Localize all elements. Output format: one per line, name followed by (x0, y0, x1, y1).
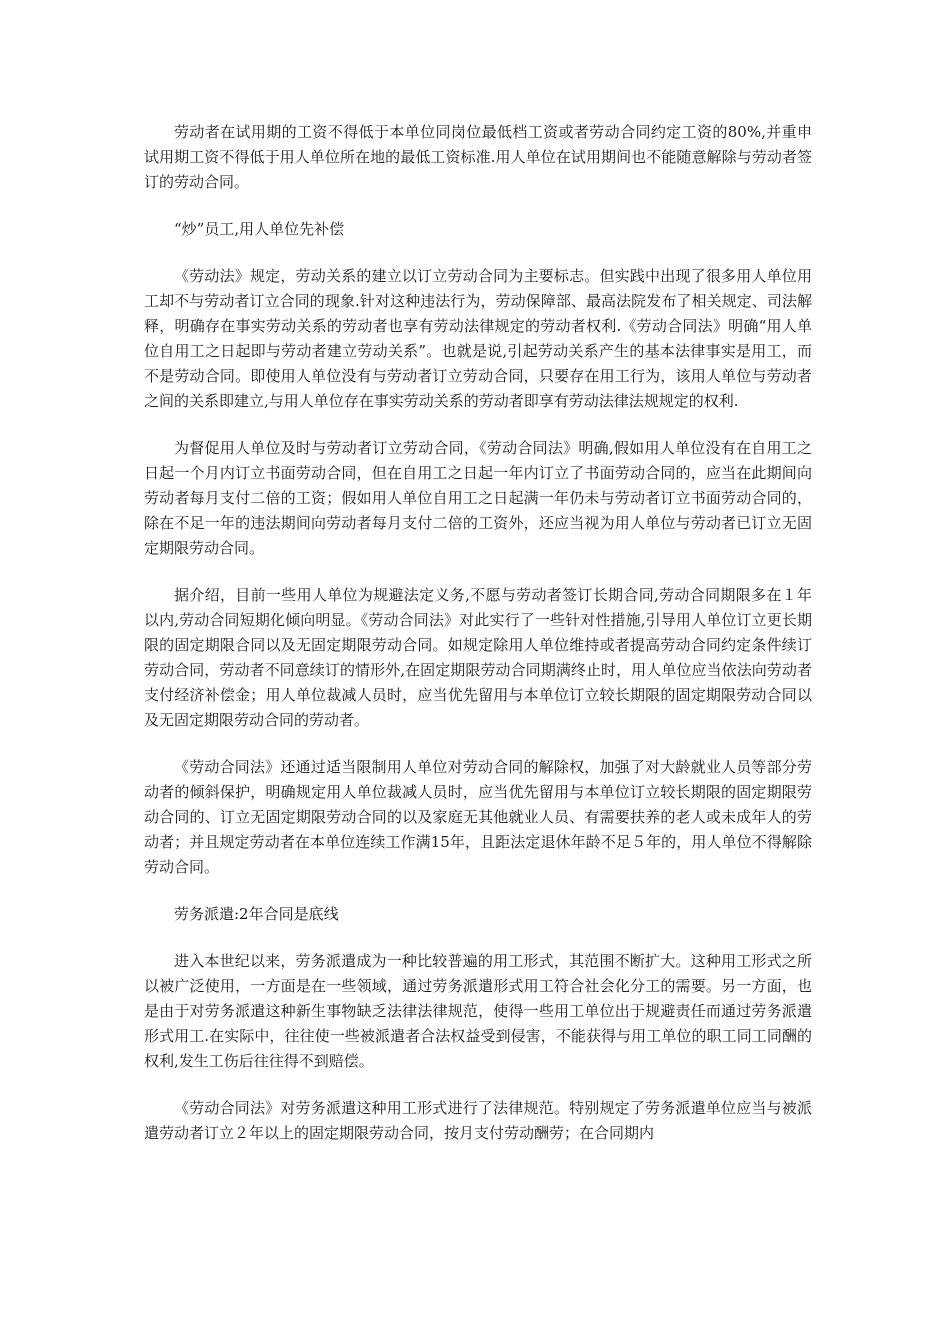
paragraph-double-wage: 为督促用人单位及时与劳动者订立劳动合同，《劳动合同法》明确,假如用人单位没有在自用工之日起一个月内订立书面劳动合同，但在自用工之日起一年内订立了书面劳动合同的，应当在此期间向劳动者每月支付二倍的工资；假如用人单位自用工之日起满一年仍未与劳动者订立书面劳动合同的，除在不足一年的违法期间向劳动者每月支付二倍的工资外，还应当视为用人单位与劳动者已订立无固定期限劳动合同。 (144, 439, 812, 557)
paragraph-probation-wage: 劳动者在试用期的工资不得低于本单位同岗位最低档工资或者劳动合同约定工资的80%,并重申试用期工资不得低于用人单位所在地的最低工资标准.用人单位在试用期间也不能随意解除与劳动者签订的劳动合同。 (144, 123, 812, 191)
paragraph-dispatch-background: 进入本世纪以来，劳务派遣成为一种比较普遍的用工形式，其范围不断扩大。这种用工形式之所以被广泛使用，一方面是在一些领域，通过劳务派遣形式用工符合社会化分工的需要。另一方面，也是由于对劳务派遣这种新生事物缺乏法律法律规范，使得一些用工单位出于规避责任而通过劳务派遣形式用工.在实际中，往往使一些被派遣者合法权益受到侵害，不能获得与用工单位的职工同工同酬的权利,发生工伤后往往得不到赔偿。 (144, 952, 812, 1070)
section-heading-labor-dispatch: 劳务派遣:2年合同是底线 (174, 905, 339, 923)
document-body (144, 120, 812, 1168)
paragraph-contract-term: 据介绍，目前一些用人单位为规避法定义务,不愿与劳动者签订长期合同,劳动合同期限多在１年以内,劳动合同短期化倾向明显。《劳动合同法》对此实行了一些针对性措施,引导用人单位订立更长期限的固定期限合同以及无固定期限劳动合同。如规定除用人单位维持或者提高劳动合同约定条件续订劳动合同，劳动者不同意续订的情形外,在固定期限劳动合同期满终止时，用人单位应当依法向劳动者支付经济补偿金；用人单位裁减人员时，应当优先留用与本单位订立较长期限的固定期限劳动合同以及无固定期限劳动合同的劳动者。 (144, 586, 812, 729)
section-heading-dismissal-compensation: “炒”员工,用人单位先补偿 (174, 220, 345, 238)
paragraph-termination-restriction: 《劳动合同法》还通过适当限制用人单位对劳动合同的解除权，加强了对大龄就业人员等部分劳动者的倾斜保护，明确规定用人单位裁减人员时，应当优先留用与本单位订立较长期限的固定期限劳动合同的、订立无固定期限劳动合同的以及家庭无其他就业人员、有需要扶养的老人或未成年人的劳动者；并且规定劳动者在本单位连续工作满15年，且距法定退休年龄不足５年的，用人单位不得解除劳动合同。 (144, 758, 812, 876)
paragraph-labor-relationship: 《劳动法》规定，劳动关系的建立以订立劳动合同为主要标志。但实践中出现了很多用人单位用工却不与劳动者订立合同的现象.针对这种违法行为，劳动保障部、最高法院发布了相关规定、司法解释，明确存在事实劳动关系的劳动者也享有劳动法律规定的劳动者权利.《劳动合同法》明确“用人单位自用工之日起即与劳动者建立劳动关系”。也就是说,引起劳动关系产生的基本法律事实是用工，而不是劳动合同。即使用人单位没有与劳动者订立劳动合同，只要存在用工行为，该用人单位与劳动者之间的关系即建立,与用人单位存在事实劳动关系的劳动者即享有劳动法律法规规定的权利. (144, 267, 812, 410)
paragraph-dispatch-regulation: 《劳动合同法》对劳务派遣这种用工形式进行了法律规范。特别规定了劳务派遣单位应当与被派遣劳动者订立２年以上的固定期限劳动合同，按月支付劳动酬劳；在合同期内 (144, 1099, 812, 1142)
